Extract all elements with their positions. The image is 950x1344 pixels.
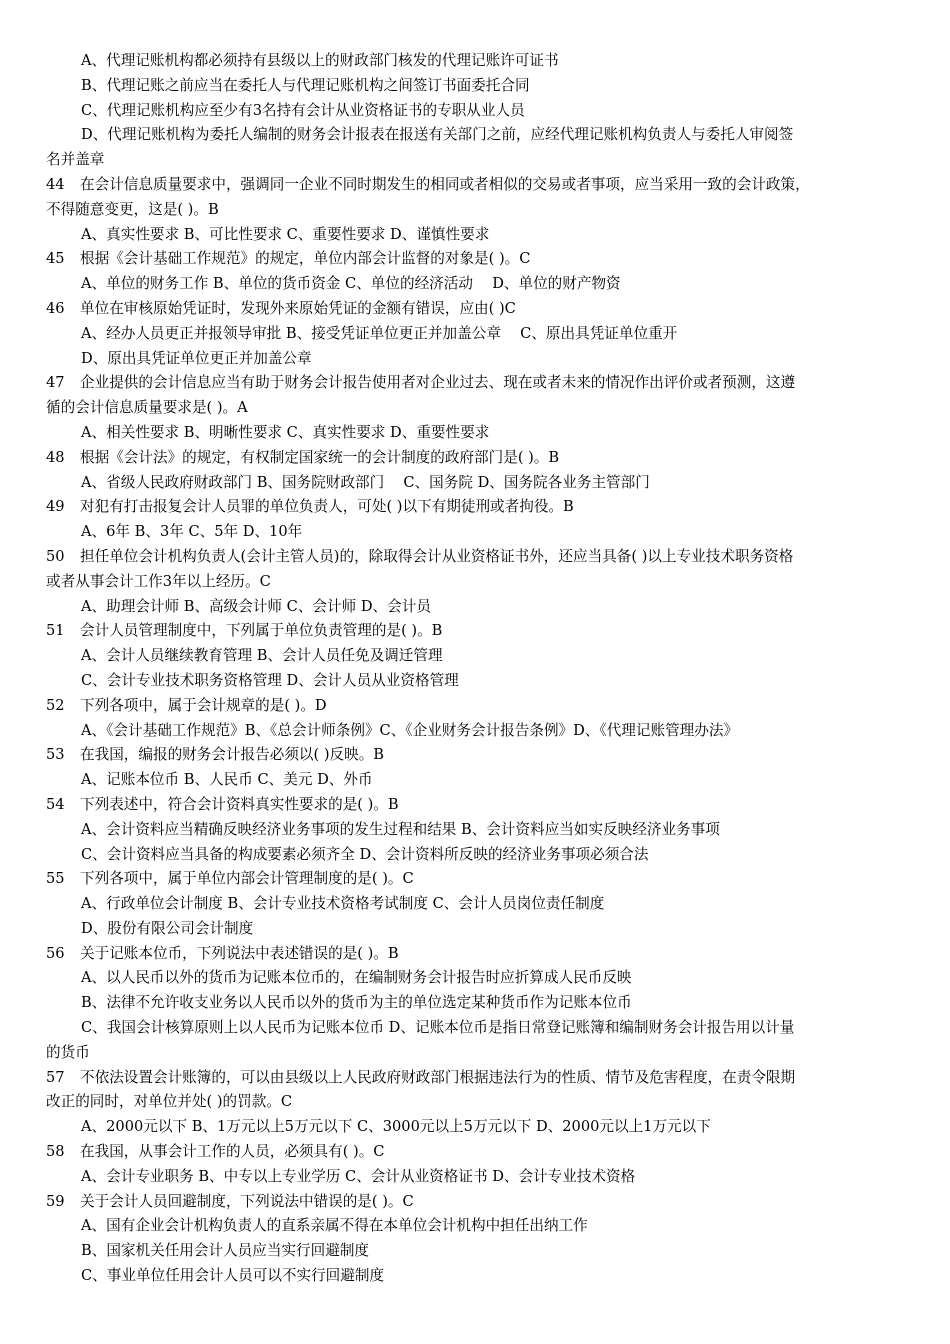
question-text: 下列各项中，属于单位内部会计管理制度的是( )。C xyxy=(80,870,414,888)
answer-option-line xyxy=(46,719,918,744)
question-number: 59 xyxy=(46,1192,65,1210)
continuation-line xyxy=(46,396,918,421)
option-text: A、相关性要求 B、明晰性要求 C、真实性要求 D、重要性要求 xyxy=(81,423,490,441)
option-text: A、2000元以下 B、1万元以上5万元以下 C、3000元以上5万元以下 D、2000元以上1万元以下 xyxy=(81,1118,711,1136)
question-line xyxy=(46,743,918,768)
answer-option-line xyxy=(46,843,918,868)
answer-option-line xyxy=(46,1214,918,1239)
option-text: D、原出具凭证单位更正并加盖公章 xyxy=(81,349,312,367)
question-number: 55 xyxy=(46,870,65,888)
continuation-text: 名并盖章 xyxy=(46,151,105,169)
question-number: 54 xyxy=(46,795,65,813)
question-line xyxy=(46,1066,918,1091)
answer-option-line xyxy=(46,991,918,1016)
question-line xyxy=(46,942,918,967)
answer-option-line xyxy=(46,123,918,148)
option-text: A、6年 B、3年 C、5年 D、10年 xyxy=(81,523,303,541)
question-text: 下列表述中，符合会计资料真实性要求的是( )。B xyxy=(80,795,399,813)
option-text: D、股份有限公司会计制度 xyxy=(81,919,254,937)
option-text: A、会计资料应当精确反映经济业务事项的发生过程和结果 B、会计资料应当如实反映经济业务事项 xyxy=(81,820,720,838)
answer-option-line xyxy=(46,322,918,347)
question-line xyxy=(46,1190,918,1215)
answer-option-line xyxy=(46,223,918,248)
continuation-line xyxy=(46,1041,918,1066)
answer-option-line xyxy=(46,768,918,793)
answer-option-line xyxy=(46,1165,918,1190)
option-text: D、代理记账机构为委托人编制的财务会计报表在报送有关部门之前，应经代理记账机构负责人与委托人审阅签 xyxy=(81,126,794,144)
option-text: A、单位的财务工作 B、单位的货币资金 C、单位的经济活动 D、单位的财产物资 xyxy=(81,275,621,293)
option-text: C、会计专业技术职务资格管理 D、会计人员从业资格管理 xyxy=(81,671,459,689)
option-text: B、代理记账之前应当在委托人与代理记账机构之间签订书面委托合同 xyxy=(81,76,530,94)
answer-option-line xyxy=(46,99,918,124)
answer-option-line xyxy=(46,1264,918,1289)
option-text: A、会计人员继续教育管理 B、会计人员任免及调迁管理 xyxy=(81,647,443,665)
answer-option-line xyxy=(46,644,918,669)
continuation-text: 改正的同时，对单位并处( )的罚款。C xyxy=(46,1093,293,1111)
question-text: 根据《会计基础工作规范》的规定，单位内部会计监督的对象是( )。C xyxy=(80,250,531,268)
question-text: 在我国，从事会计工作的人员，必须具有( )。C xyxy=(80,1143,385,1161)
answer-option-line xyxy=(46,1239,918,1264)
continuation-line xyxy=(46,1090,918,1115)
answer-option-line xyxy=(46,49,918,74)
option-text: A、国有企业会计机构负责人的直系亲属不得在本单位会计机构中担任出纳工作 xyxy=(81,1217,588,1235)
answer-option-line xyxy=(46,1115,918,1140)
answer-option-line xyxy=(46,272,918,297)
question-line xyxy=(46,446,918,471)
question-number: 51 xyxy=(46,622,65,640)
option-text: C、会计资料应当具备的构成要素必须齐全 D、会计资料所反映的经济业务事项必须合法 xyxy=(81,845,649,863)
question-text: 关于会计人员回避制度，下列说法中错误的是( )。C xyxy=(80,1192,414,1210)
answer-option-line xyxy=(46,917,918,942)
option-text: C、代理记账机构应至少有3名持有会计从业资格证书的专职从业人员 xyxy=(81,101,525,119)
option-text: C、我国会计核算原则上以人民币为记账本位币 D、记账本位币是指日常登记账簿和编制财务会计报告用以计量 xyxy=(81,1019,795,1037)
continuation-text: 或者从事会计工作3年以上经历。C xyxy=(46,572,271,590)
question-text: 在会计信息质量要求中，强调同一企业不同时期发生的相同或者相似的交易或者事项，应当采用一致的会计政策， xyxy=(80,175,810,193)
continuation-line xyxy=(46,148,918,173)
question-number: 58 xyxy=(46,1143,65,1161)
question-line xyxy=(46,867,918,892)
answer-option-line xyxy=(46,471,918,496)
question-text: 企业提供的会计信息应当有助于财务会计报告使用者对企业过去、现在或者未来的情况作出评价或者预测，这遵 xyxy=(80,374,796,392)
option-text: A、代理记账机构都必须持有县级以上的财政部门核发的代理记账许可证书 xyxy=(81,52,559,69)
question-text: 担任单位会计机构负责人(会计主管人员)的，除取得会计从业资格证书外，还应当具备( )以上专业技术职务资格 xyxy=(80,547,794,565)
question-text: 关于记账本位币，下列说法中表述错误的是( )。B xyxy=(80,944,399,962)
question-number: 46 xyxy=(46,299,65,317)
continuation-text: 的货币 xyxy=(46,1043,90,1061)
option-text: A、记账本位币 B、人民币 C、美元 D、外币 xyxy=(81,771,373,789)
answer-option-line xyxy=(46,520,918,545)
option-text: A、助理会计师 B、高级会计师 C、会计师 D、会计员 xyxy=(81,597,431,615)
answer-option-line xyxy=(46,669,918,694)
question-number: 48 xyxy=(46,448,65,466)
question-text: 单位在审核原始凭证时，发现外来原始凭证的金额有错误，应由( )C xyxy=(80,299,516,317)
question-number: 45 xyxy=(46,250,65,268)
question-line xyxy=(46,793,918,818)
option-text: A、行政单位会计制度 B、会计专业技术资格考试制度 C、会计人员岗位责任制度 xyxy=(81,895,605,913)
question-line xyxy=(46,371,918,396)
question-text: 不依法设置会计账簿的，可以由县级以上人民政府财政部门根据违法行为的性质、情节及危害程度，在责令限期 xyxy=(80,1068,796,1086)
question-line xyxy=(46,545,918,570)
option-text: A、省级人民政府财政部门 B、国务院财政部门 C、国务院 D、国务院各业务主管部门 xyxy=(81,473,650,491)
question-number: 52 xyxy=(46,696,65,714)
question-line xyxy=(46,297,918,322)
option-text: A、《会计基础工作规范》B、《总会计师条例》C、《企业财务会计报告条例》D、《代理记账管理办法》 xyxy=(81,721,739,739)
continuation-line xyxy=(46,198,918,223)
question-text: 根据《会计法》的规定，有权制定国家统一的会计制度的政府部门是( )。B xyxy=(80,448,560,466)
question-line xyxy=(46,1140,918,1165)
question-line xyxy=(46,173,918,198)
question-line xyxy=(46,247,918,272)
question-text: 在我国，编报的财务会计报告必须以( )反映。B xyxy=(80,746,385,764)
question-text: 会计人员管理制度中，下列属于单位负责管理的是( )。B xyxy=(80,622,443,640)
question-number: 47 xyxy=(46,374,65,392)
continuation-text: 不得随意变更，这是( )。B xyxy=(46,200,219,218)
question-number: 56 xyxy=(46,944,65,962)
answer-option-line xyxy=(46,892,918,917)
question-line xyxy=(46,694,918,719)
question-text: 下列各项中，属于会计规章的是( )。D xyxy=(80,696,327,714)
option-text: A、会计专业职务 B、中专以上专业学历 C、会计从业资格证书 D、会计专业技术资格 xyxy=(81,1167,636,1185)
question-line xyxy=(46,495,918,520)
question-line xyxy=(46,619,918,644)
option-text: C、事业单位任用会计人员可以不实行回避制度 xyxy=(81,1267,385,1285)
answer-option-line xyxy=(46,595,918,620)
answer-option-line xyxy=(46,74,918,99)
option-text: A、以人民币以外的货币为记账本位币的，在编制财务会计报告时应折算成人民币反映 xyxy=(81,969,632,987)
question-number: 49 xyxy=(46,498,65,516)
answer-option-line xyxy=(46,818,918,843)
answer-option-line xyxy=(46,421,918,446)
answer-option-line xyxy=(46,347,918,372)
question-text: 对犯有打击报复会计人员罪的单位负责人，可处( )以下有期徒刑或者拘役。B xyxy=(80,498,574,516)
answer-option-line xyxy=(46,1016,918,1041)
option-text: B、国家机关任用会计人员应当实行回避制度 xyxy=(81,1242,370,1260)
option-text: A、真实性要求 B、可比性要求 C、重要性要求 D、谨慎性要求 xyxy=(81,225,490,243)
continuation-text: 循的会计信息质量要求是( )。A xyxy=(46,399,248,417)
answer-option-line xyxy=(46,966,918,991)
question-number: 53 xyxy=(46,746,65,764)
question-number: 57 xyxy=(46,1068,65,1086)
option-text: A、经办人员更正并报领导审批 B、接受凭证单位更正并加盖公章 C、原出具凭证单位重开 xyxy=(81,324,678,342)
question-number: 44 xyxy=(46,175,65,193)
continuation-line xyxy=(46,570,918,595)
option-text: B、法律不允许收支业务以人民币以外的货币为主的单位选定某种货币作为记账本位币 xyxy=(81,994,632,1012)
question-number: 50 xyxy=(46,547,65,565)
